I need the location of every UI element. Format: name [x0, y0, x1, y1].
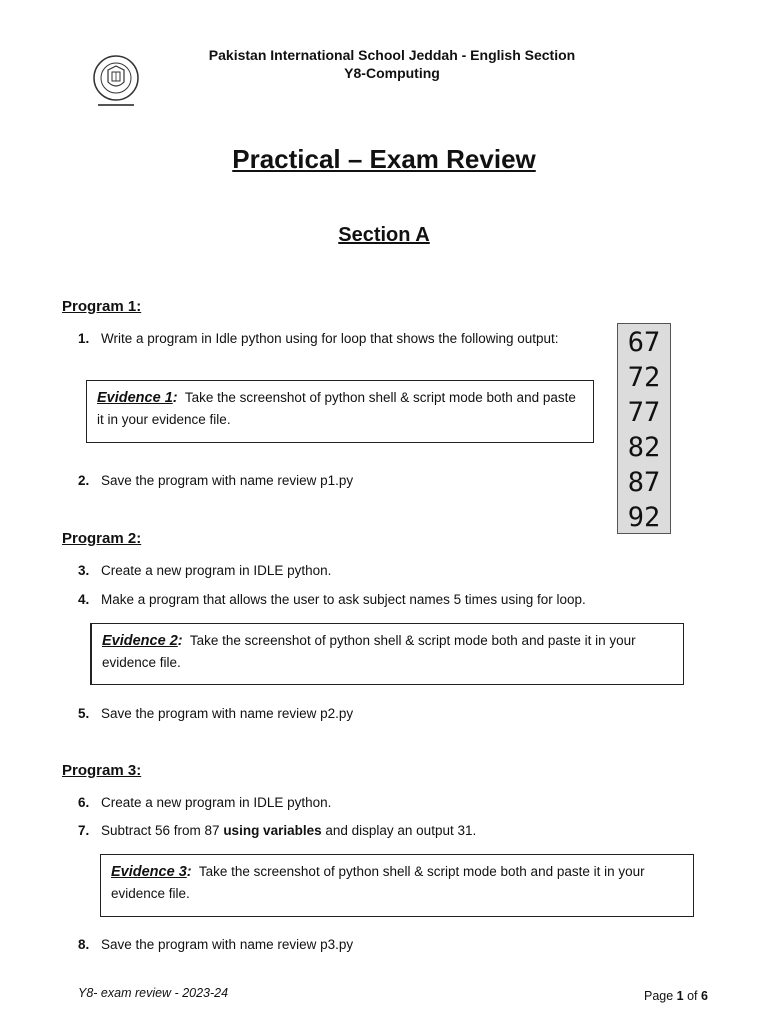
list-item [78, 823, 476, 838]
program-3-heading: Program 3: [62, 762, 142, 779]
item-text-before: Subtract 56 from 87 [101, 823, 224, 838]
program-1-heading: Program 1: [62, 298, 142, 315]
section-heading: Section A [338, 224, 430, 246]
output-value: 72 [627, 362, 661, 393]
item-number: 6. [78, 795, 90, 810]
school-name: Pakistan International School Jeddah - English Section [208, 47, 576, 63]
evidence-text: Take the screenshot of python shell & script mode both and paste it in your evidence file. [102, 633, 636, 670]
subject-name: Y8-Computing [344, 65, 440, 81]
output-value: 77 [627, 397, 661, 428]
list-item [78, 795, 331, 810]
list-item [78, 937, 353, 952]
item-number: 3. [78, 563, 90, 578]
output-value: 82 [627, 432, 661, 463]
item-text: Save the program with name review p1.py [101, 473, 354, 488]
item-text-after: and display an output 31. [321, 823, 477, 838]
item-text: Save the program with name review p2.py [101, 706, 354, 721]
evidence-box-3: Evidence 3: Take the screenshot of python shell & script mode both and paste it in your evidence file. [100, 854, 694, 917]
evidence-label: Evidence 1 [97, 390, 173, 406]
item-text: Save the program with name review p3.py [101, 937, 354, 952]
item-number: 4. [78, 592, 90, 607]
evidence-text: Take the screenshot of python shell & script mode both and paste it in your evidence file. [111, 864, 645, 901]
output-value: 92 [627, 502, 661, 533]
list-item [78, 331, 559, 346]
item-text: Create a new program in IDLE python. [101, 563, 332, 578]
page-number: Page 1 of 6 [644, 989, 708, 1003]
item-number: 8. [78, 937, 90, 952]
evidence-label: Evidence 3 [111, 864, 187, 880]
evidence-box-2: Evidence 2: Take the screenshot of python shell & script mode both and paste it in your evidence file. [90, 623, 684, 685]
item-number: 2. [78, 473, 90, 488]
school-crest-icon [86, 52, 146, 112]
item-number: 5. [78, 706, 90, 721]
page-title: Practical – Exam Review [232, 144, 536, 174]
list-item [78, 473, 353, 488]
evidence-label: Evidence 2 [102, 633, 178, 649]
item-number: 1. [78, 331, 90, 346]
list-item [78, 563, 331, 578]
list-item [78, 706, 353, 721]
item-text: Make a program that allows the user to ask subject names 5 times using for loop. [101, 592, 586, 607]
output-value: 67 [627, 327, 661, 358]
item-text: Write a program in Idle python using for loop that shows the following output: [101, 331, 559, 346]
evidence-text: Take the screenshot of python shell & script mode both and paste it in your evidence file. [97, 390, 576, 427]
evidence-box-1: Evidence 1: Take the screenshot of python shell & script mode both and paste it in your evidence file. [86, 380, 594, 443]
item-text: Create a new program in IDLE python. [101, 795, 332, 810]
program-2-heading: Program 2: [62, 530, 142, 547]
list-item [78, 592, 586, 607]
output-values-box [617, 323, 671, 534]
item-number: 7. [78, 823, 90, 838]
item-text-bold: using variables [223, 823, 322, 838]
footer-label: Y8- exam review - 2023-24 [78, 986, 229, 1000]
output-value: 87 [627, 467, 661, 498]
school-logo [86, 52, 146, 112]
